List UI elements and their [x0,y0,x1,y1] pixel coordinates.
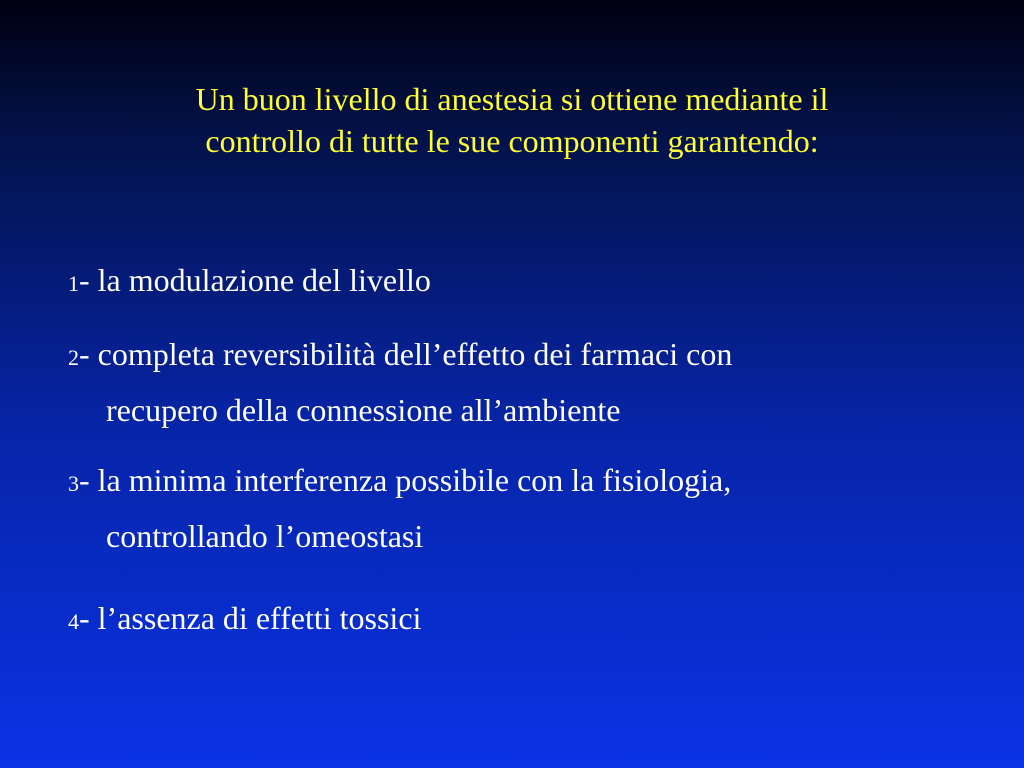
bullet-separator: - [79,462,98,498]
bullet-number: 2 [68,345,79,370]
bullet-text: la minima interferenza possibile con la fisiologia, [97,462,732,498]
bullet-text: completa reversibilità dell’effetto dei farmaci con [97,336,733,372]
bullet-item-4 [68,592,968,648]
bullet-text-continuation: controllando l’omeostasi [106,518,424,554]
bullet-text: l’assenza di effetti tossici [97,600,422,636]
bullet-number: 1 [68,271,79,296]
bullet-separator: - [79,600,98,636]
slide-title-line-2: controllo di tutte le sue componenti garantendo: [205,123,819,159]
bullet-separator: - [79,262,98,298]
bullet-item-2 [68,328,968,437]
bullet-text-continuation: recupero della connessione all’ambiente [106,392,621,428]
bullet-number: 3 [68,471,79,496]
slide-title [0,78,1024,162]
bullet-text: la modulazione del livello [97,262,431,298]
bullet-item-3 [68,454,968,563]
bullet-number: 4 [68,609,79,634]
bullet-item-1 [68,254,968,310]
slide-title-line-1: Un buon livello di anestesia si ottiene mediante il [195,81,829,117]
bullet-separator: - [79,336,98,372]
